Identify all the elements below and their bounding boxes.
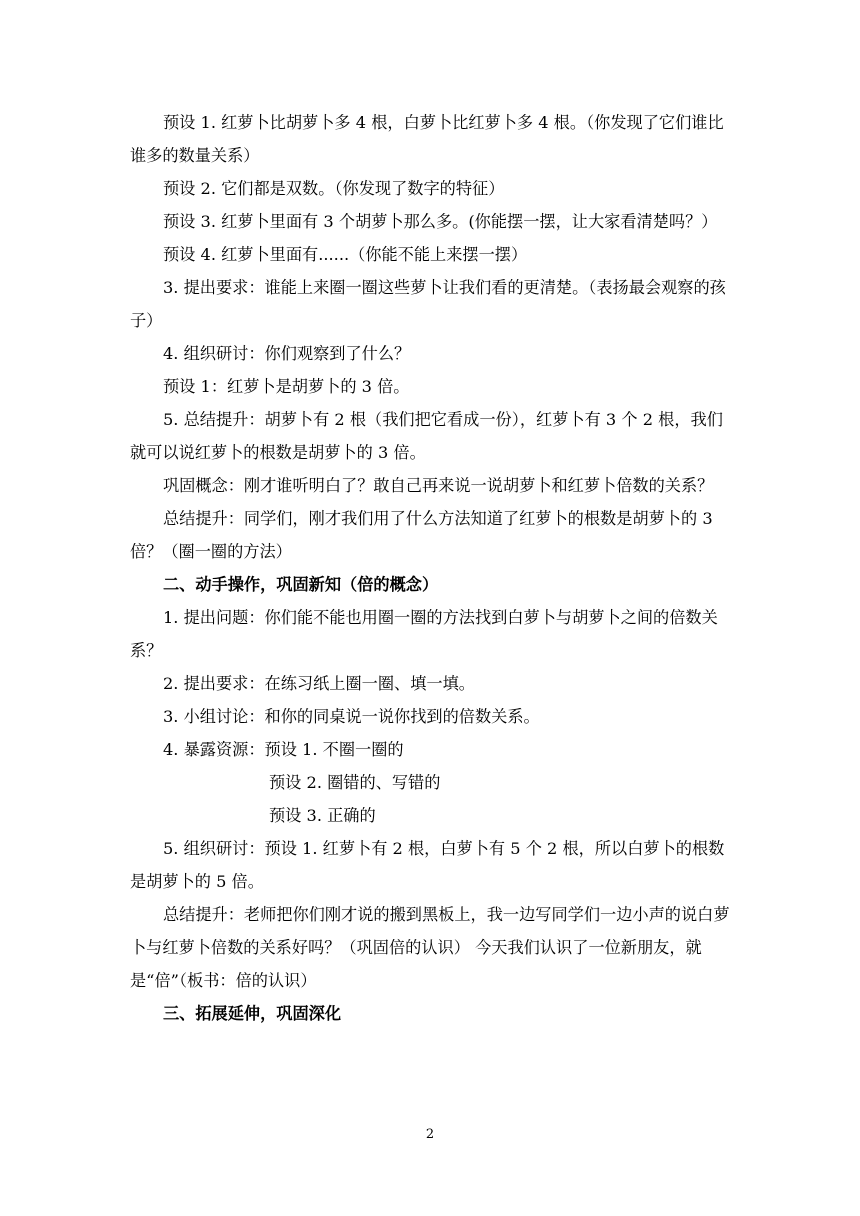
paragraph-preset-4: 预设 4. 红萝卜里面有......（你能不能上来摆一摆） <box>163 245 528 264</box>
paragraph-summary-1: 总结提升：同学们，刚才我们用了什么方法知道了红萝卜的根数是胡萝卜的 3 倍？（圈一圈的方法） <box>130 509 713 561</box>
paragraph-preset-2: 预设 2. 它们都是双数。（你发现了数字的特征） <box>163 179 505 198</box>
paragraph-discussion: 3. 小组讨论：和你的同桌说一说你找到的倍数关系。 <box>163 707 540 726</box>
paragraph-consolidate: 巩固概念：刚才谁听明白了？敢自己再来说一说胡萝卜和红萝卜倍数的关系？ <box>163 476 714 495</box>
paragraph-step-3: 3. 提出要求：谁能上来圈一圈这些萝卜让我们看的更清楚。（表扬最会观察的孩子） <box>130 278 726 330</box>
paragraph-summary-2: 总结提升：老师把你们刚才说的搬到黑板上，我一边写同学们一边小声的说白萝卜与红萝卜倍数的关系好吗？（巩固倍的认识） 今天我们认识了一位新朋友，就是“倍”（板书：倍的认识） <box>130 905 730 990</box>
paragraph-preset-1: 预设 1. 红萝卜比胡萝卜多 4 根，白萝卜比红萝卜多 4 根。（你发现了它们谁比谁多的数量关系） <box>130 113 724 165</box>
paragraph-requirement: 2. 提出要求：在练习纸上圈一圈、填一填。 <box>163 674 475 693</box>
paragraph-resources: 4. 暴露资源：预设 1. 不圈一圈的 <box>163 740 404 759</box>
paragraph-question: 1. 提出问题：你们能不能也用圈一圈的方法找到白萝卜与胡萝卜之间的倍数关系？ <box>130 608 718 660</box>
paragraph-preset-3: 预设 3. 红萝卜里面有 3 个胡萝卜那么多。(你能摆一摆，让大家看清楚吗？） <box>163 212 718 231</box>
paragraph-resources-preset-3: 预设 3. 正确的 <box>269 806 376 825</box>
page-number: 2 <box>425 1127 435 1142</box>
section-heading-3: 三、拓展延伸，巩固深化 <box>163 1004 342 1023</box>
section-heading-2: 二、动手操作，巩固新知（倍的概念） <box>163 575 439 594</box>
paragraph-step-4: 4. 组织研讨：你们观察到了什么？ <box>163 344 411 363</box>
paragraph-resources-preset-2: 预设 2. 圈错的、写错的 <box>269 773 441 792</box>
document-body <box>130 106 732 1030</box>
paragraph-step-5: 5. 总结提升：胡萝卜有 2 根（我们把它看成一份），红萝卜有 3 个 2 根，我们就可以说红萝卜的根数是胡萝卜的 3 倍。 <box>130 410 723 462</box>
paragraph-step-4-preset: 预设 1：红萝卜是胡萝卜的 3 倍。 <box>163 377 410 396</box>
paragraph-research: 5. 组织研讨：预设 1. 红萝卜有 2 根，白萝卜有 5 个 2 根，所以白萝卜的根数是胡萝卜的 5 倍。 <box>130 839 725 891</box>
